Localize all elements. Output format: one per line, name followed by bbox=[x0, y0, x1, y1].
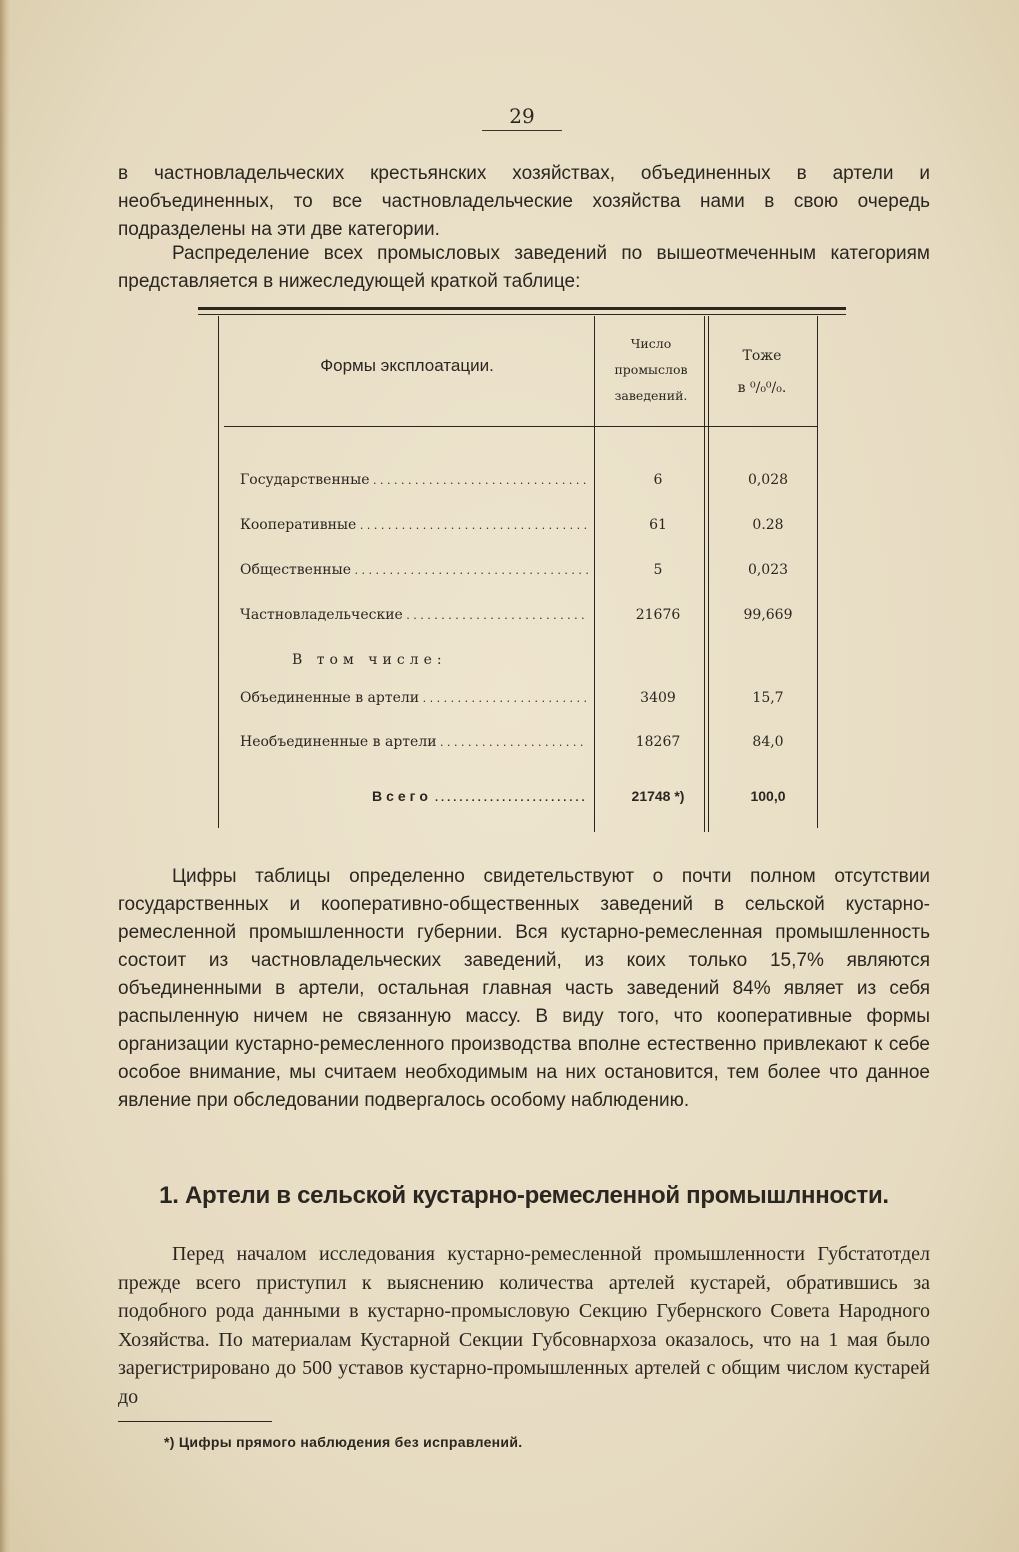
paragraph-3-text: Цифры таблицы определенно свидетельствуют о почти полном отсутствии государственных и кооперативно-общественных заведений в сельской кустарно-ремесленной промышленности губернии. Вся кустарно-ремесленная промышленность состоит из частновладельческих заведений, из коих только 15,7% являются объединенными в артели, остальная главная часть заведений 84% являет из себя распыленную ничем не связанную массу. В виду того, что кооперативные формы организации кустарно-ремесленного производства вполне естественно привлекают к себе особое внимание, мы считаем необходимым на них остановится, тем более что данное явление при обследовании подвергалось особому наблюдению. bbox=[118, 866, 930, 1111]
row-count: 61 bbox=[649, 517, 667, 533]
row-percent: 0,023 bbox=[747, 562, 789, 578]
including-label: В том числе: bbox=[292, 652, 447, 668]
header-count-line-1: Число bbox=[630, 336, 672, 351]
table-top-rule bbox=[198, 307, 846, 310]
table-top-rule-thin bbox=[198, 314, 846, 315]
row-label: Общественные . . . bbox=[240, 562, 588, 578]
row-percent: 0.28 bbox=[752, 517, 784, 533]
total-count: 21748 *) bbox=[631, 788, 685, 804]
footnote: *) Цифры прямого наблюдения без исправлений. bbox=[164, 1434, 523, 1450]
row-percent: 0,028 bbox=[747, 472, 789, 488]
page-number: 29 bbox=[482, 104, 562, 131]
row-label: Государственные . . . bbox=[240, 472, 588, 488]
paragraph-4 bbox=[118, 1240, 930, 1411]
header-count-line-2: промыслов bbox=[614, 362, 688, 377]
paragraph-2 bbox=[118, 240, 930, 296]
header-percent bbox=[708, 340, 816, 404]
header-percent-line-1: Тоже bbox=[742, 348, 782, 364]
page-edge bbox=[0, 0, 10, 1552]
row-label: Необъединенные в артели . . . bbox=[240, 734, 588, 750]
row-count: 18267 bbox=[635, 734, 681, 750]
table-left-border bbox=[218, 316, 219, 828]
row-count: 21676 bbox=[635, 607, 681, 623]
total-label: Всего . . . bbox=[372, 788, 588, 804]
paragraph-1: в частновладельческих крестьянских хозяйствах, объединенных в артели и необъединенных, то все частновладельческие хозяйства нами в свою очередь подразделены на эти две категории. bbox=[118, 163, 930, 240]
row-count: 5 bbox=[653, 562, 663, 578]
row-percent: 84,0 bbox=[752, 734, 784, 750]
row-label: Частновладельческие . . . bbox=[240, 607, 588, 623]
header-count-line-3: заведений. bbox=[614, 388, 688, 403]
table-header-rule bbox=[224, 426, 818, 427]
header-forms: Формы эксплоатации. bbox=[320, 356, 494, 375]
paragraph-4-text: Перед началом исследования кустарно-ремесленной промышленности Губстатотдел прежде всего приступил к выяснению количества артелей кустарей, обратившись за подобного рода данными в кустарно-промысловую Секцию Губернского Совета Народного Хозяйства. По материалам Кустарной Секции Губсовнархоза оказалось, что на 1 мая было зарегистрировано до 500 уставов кустарно-промышленных артелей с общим числом кустарей до bbox=[118, 1243, 930, 1408]
footnote-rule bbox=[118, 1421, 272, 1422]
total-percent: 100,0 bbox=[750, 788, 786, 804]
row-percent: 99,669 bbox=[743, 607, 793, 623]
section-heading: 1. Артели в сельской кустарно-ремесленной промышлнности. bbox=[159, 1182, 889, 1209]
row-count: 3409 bbox=[640, 690, 676, 706]
table-col-divider-1 bbox=[594, 316, 595, 832]
paragraph-2-text: Распределение всех промысловых заведений по вышеотмеченным категориям представляется в нижеследующей краткой таблице: bbox=[118, 243, 930, 292]
header-count bbox=[597, 331, 705, 409]
row-count: 6 bbox=[653, 472, 663, 488]
row-label: Объединенные в артели . . . bbox=[240, 690, 588, 706]
header-percent-line-2: в ⁰/₀⁰/₀. bbox=[737, 380, 787, 396]
row-label: Кооперативные . . . bbox=[240, 517, 588, 533]
paragraph-3 bbox=[118, 863, 930, 1115]
row-percent: 15,7 bbox=[752, 690, 784, 706]
